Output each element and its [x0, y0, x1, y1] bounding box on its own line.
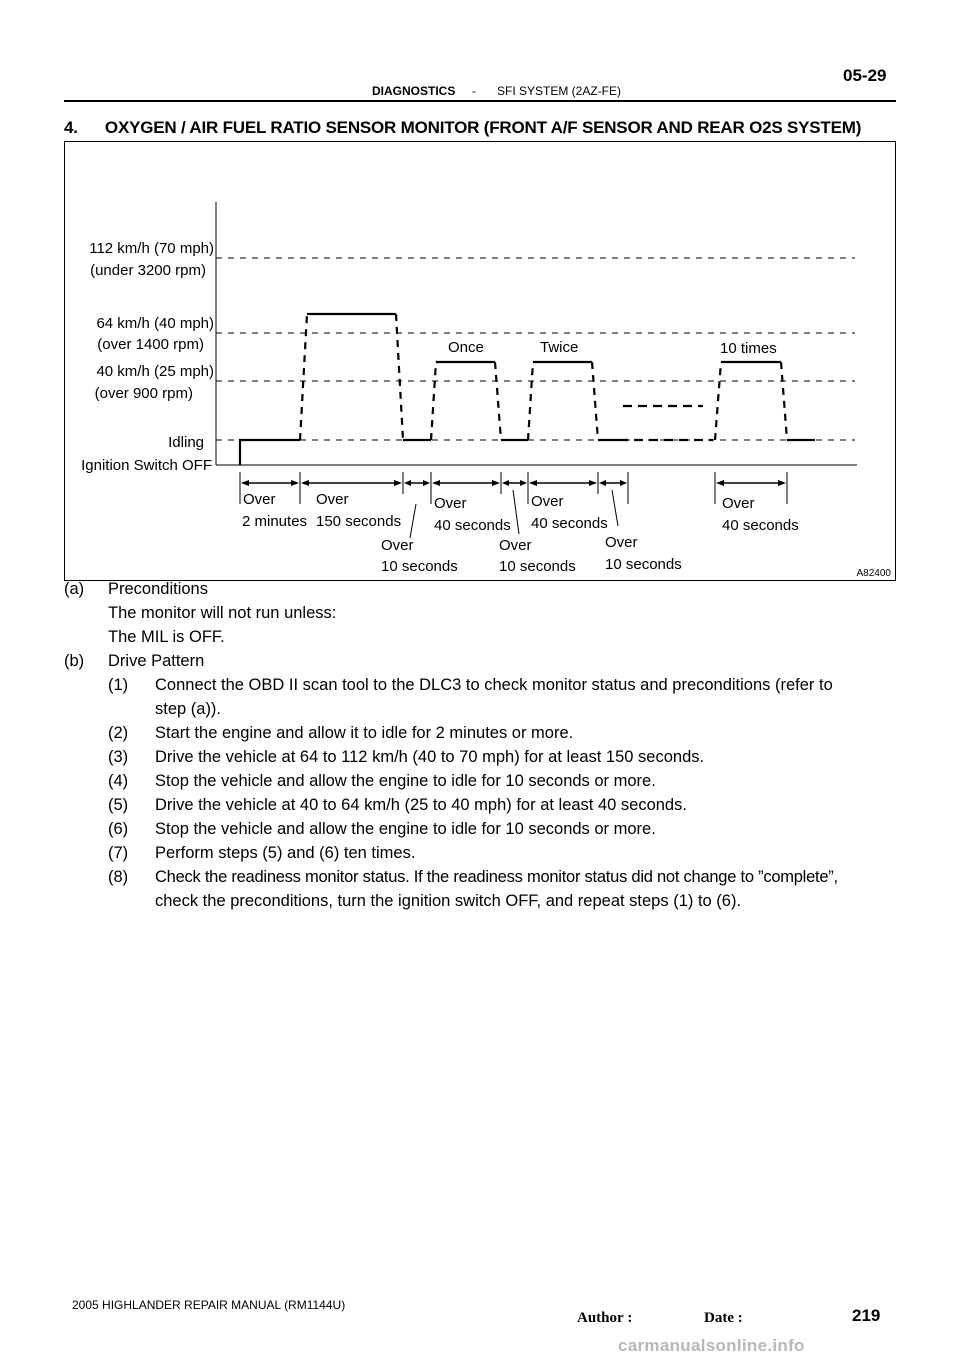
date-field: Date :: [704, 1310, 743, 1326]
duration-4-value: 40 seconds: [434, 517, 511, 534]
precondition-line-2: The MIL is OFF.: [108, 628, 225, 646]
level-sub-112: (under 3200 rpm): [90, 262, 206, 279]
step-1-num: (1): [108, 676, 129, 694]
step-3-text: Drive the vehicle at 64 to 112 km/h (40 to 70 mph) for at least 150 seconds.: [155, 748, 705, 766]
watermark: carmanualsonline.info: [618, 1336, 805, 1355]
count-label-ten: 10 times: [720, 340, 777, 357]
step-2-num: (2): [108, 724, 129, 742]
system-label: SFI SYSTEM (2AZ-FE): [497, 84, 622, 98]
step-6-num: (6): [108, 820, 129, 838]
drive-pattern-diagram: [65, 142, 897, 582]
duration-8-over: Over: [722, 495, 755, 512]
step-5-num: (5): [108, 796, 129, 814]
trace-accel-10: [715, 362, 721, 440]
drive-pattern-marker: (b): [64, 652, 85, 670]
duration-8-value: 40 seconds: [722, 517, 799, 534]
duration-7-over: Over: [605, 534, 638, 551]
duration-2-over: Over: [316, 491, 349, 508]
figure-id: A82400: [856, 568, 891, 579]
step-4-text: Stop the vehicle and allow the engine to idle for 10 seconds or more.: [155, 772, 656, 790]
step-1-cont: step (a)).: [155, 700, 222, 718]
duration-6-value: 40 seconds: [531, 515, 608, 532]
duration-1-over: Over: [243, 491, 276, 508]
count-label-once: Once: [448, 339, 484, 356]
trace-decel-2: [495, 362, 501, 440]
duration-5-value: 10 seconds: [499, 558, 576, 575]
duration-1-value: 2 minutes: [242, 513, 308, 530]
step-8-text: Check the readiness monitor status. If the readiness monitor status did not change to ”complete”,: [155, 868, 838, 886]
precondition-title: Preconditions: [108, 580, 208, 598]
duration-5-over: Over: [499, 537, 532, 554]
step-3-num: (3): [108, 748, 129, 766]
count-label-twice: Twice: [540, 339, 579, 356]
trace-decel-10: [781, 362, 787, 440]
duration-3-over: Over: [381, 537, 414, 554]
level-label-64: 64 km/h (40 mph): [96, 315, 214, 332]
duration-4-over: Over: [434, 495, 467, 512]
duration-6-over: Over: [531, 493, 564, 510]
precondition-marker: (a): [64, 580, 85, 598]
step-4-num: (4): [108, 772, 129, 790]
level-label-off: Ignition Switch OFF: [81, 457, 212, 474]
step-1-text: Connect the OBD II scan tool to the DLC3 to check monitor status and preconditions (refer to: [155, 676, 833, 694]
section-title: 4. OXYGEN / AIR FUEL RATIO SENSOR MONITOR (FRONT A/F SENSOR AND REAR O2S SYSTEM): [64, 118, 862, 137]
duration-2-value: 150 seconds: [316, 513, 402, 530]
manual-title: 2005 HIGHLANDER REPAIR MANUAL (RM1144U): [72, 1298, 346, 1312]
header-rule: [64, 100, 896, 102]
step-2-text: Start the engine and allow it to idle for 2 minutes or more.: [155, 724, 574, 742]
level-sub-64: (over 1400 rpm): [97, 336, 204, 353]
duration-7-value: 10 seconds: [605, 556, 682, 573]
trace-decel-3: [592, 362, 598, 440]
step-8-num: (8): [108, 868, 129, 886]
section-label: DIAGNOSTICS: [372, 84, 456, 98]
trace-idle-start: [240, 440, 300, 465]
page-number-header: 05-29: [843, 66, 887, 85]
trace-accel-2: [431, 362, 436, 440]
duration-3-value: 10 seconds: [381, 558, 458, 575]
level-label-112: 112 km/h (70 mph): [89, 240, 214, 257]
drive-pattern-figure: [64, 141, 896, 581]
header-dash: -: [472, 84, 476, 98]
step-6-text: Stop the vehicle and allow the engine to idle for 10 seconds or more.: [155, 820, 656, 838]
step-7-text: Perform steps (5) and (6) ten times.: [155, 844, 416, 862]
step-8-cont: check the preconditions, turn the ignition switch OFF, and repeat steps (1) to (6).: [155, 892, 742, 910]
trace-accel-3: [528, 362, 533, 440]
author-field: Author :: [577, 1310, 633, 1326]
page-number-footer: 219: [852, 1306, 881, 1325]
precondition-line-1: The monitor will not run unless:: [108, 604, 337, 622]
level-sub-40: (over 900 rpm): [94, 385, 193, 402]
level-label-40: 40 km/h (25 mph): [96, 363, 214, 380]
step-5-text: Drive the vehicle at 40 to 64 km/h (25 to 40 mph) for at least 40 seconds.: [155, 796, 687, 814]
step-7-num: (7): [108, 844, 129, 862]
drive-pattern-title: Drive Pattern: [108, 652, 205, 670]
level-label-idle: Idling: [168, 434, 204, 451]
